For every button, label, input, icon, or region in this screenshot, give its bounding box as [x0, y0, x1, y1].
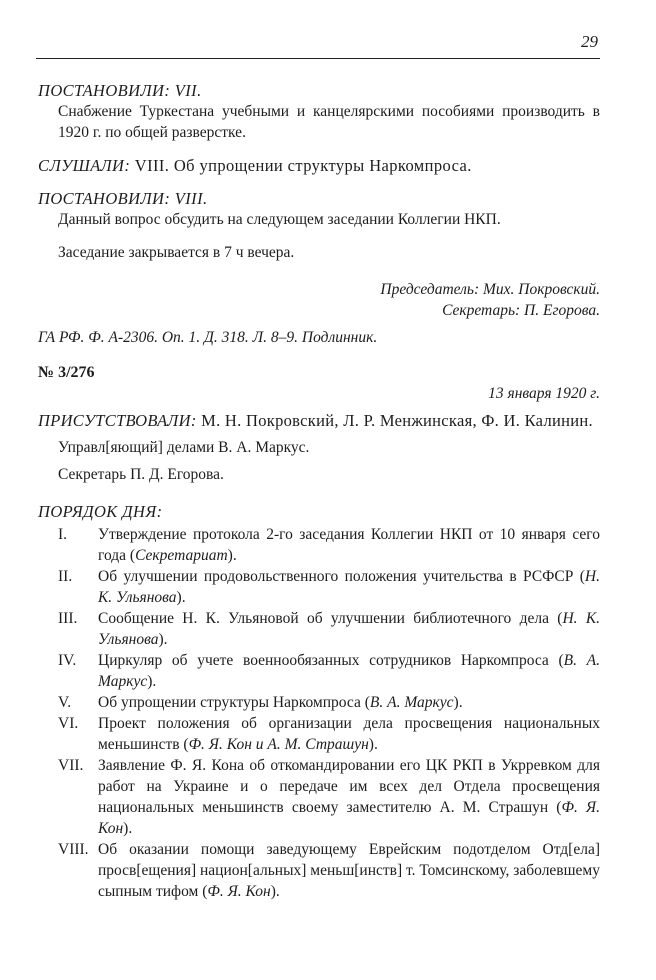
agenda-item-end: ). [453, 694, 463, 711]
agenda-item-rapporteur: Н. К. Ульянова [98, 610, 600, 648]
agenda-item-rapporteur: Ф. Я. Кон [207, 883, 271, 900]
agenda-item [38, 755, 600, 839]
agenda-item-text [98, 692, 600, 713]
agenda-item-number: I. [58, 526, 68, 543]
agenda-item-text [98, 566, 600, 608]
agenda-item-end: ). [158, 631, 168, 648]
agenda-item-rapporteur: Н. К. Ульянова [98, 568, 600, 606]
resolved-8-label: ПОСТАНОВИЛИ: [38, 189, 171, 208]
agenda-item-rapporteur: В. А. Маркус [369, 694, 454, 711]
agenda-item-rapporteur: Секретариат [135, 547, 228, 564]
agenda-label: ПОРЯДОК ДНЯ: [38, 502, 163, 521]
attendees-names: М. Н. Покровский, Л. Р. Менжинская, Ф. И. Калинин. [201, 411, 593, 430]
agenda-item-text [98, 608, 600, 650]
agenda-item-number: III. [58, 610, 78, 627]
agenda-item [38, 650, 600, 692]
header-rule [36, 58, 600, 59]
agenda-item [38, 566, 600, 608]
heard-8-label: СЛУШАЛИ: [38, 156, 131, 175]
agenda-item-end: ). [147, 673, 157, 690]
agenda-item-body: Циркуляр об учете военнообязанных сотрудников Наркомпроса ( [98, 652, 564, 669]
agenda-heading [38, 501, 600, 522]
agenda-item-number: IV. [58, 652, 77, 669]
agenda-item-end: ). [227, 547, 237, 564]
agenda-item-number: II. [58, 568, 73, 585]
agenda-item-text [98, 650, 600, 692]
agenda-item-body: Сообщение Н. К. Ульяновой об улучшении библиотечного дела ( [98, 610, 563, 627]
agenda-item-rapporteur: В. А. Маркус [98, 652, 601, 690]
agenda-item-number: VII. [58, 757, 84, 774]
chair-signature: Председатель: Мих. Покровский. [380, 281, 600, 298]
resolved-8-number: VIII. [174, 189, 208, 208]
meeting-secretary: Секретарь П. Д. Егорова. [58, 466, 224, 483]
agenda-item-body: Утверждение протокола 2-го заседания Коллегии НКП от 10 января сего года ( [98, 526, 600, 564]
heard-8-text: VIII. Об упрощении структуры Наркомпроса. [134, 156, 472, 175]
agenda-item-number: VI. [58, 715, 79, 732]
agenda-item-body: Об упрощении структуры Наркомпроса ( [98, 694, 370, 711]
agenda-item-rapporteur: Ф. Я. Кон [98, 799, 600, 837]
document-body [38, 80, 600, 902]
page-number: 29 [581, 32, 598, 51]
agenda-item-end: ). [176, 589, 186, 606]
business-manager: Управл[яющий] делами В. А. Маркус. [58, 439, 310, 456]
agenda-item [38, 608, 600, 650]
resolved-8-heading [38, 188, 600, 209]
resolved-7-heading [38, 80, 600, 101]
document-number: № 3/276 [38, 364, 95, 381]
agenda-item [38, 524, 600, 566]
agenda-item-number: VIII. [58, 841, 89, 858]
agenda-item-text [98, 713, 600, 755]
agenda-item-number: V. [58, 694, 72, 711]
agenda-item [38, 692, 600, 713]
agenda-list [38, 524, 600, 902]
secretary-signature: Секретарь: П. Егорова. [442, 302, 600, 319]
archive-reference: ГА РФ. Ф. А-2306. Оп. 1. Д. 318. Л. 8–9. Подлинник. [38, 329, 378, 346]
agenda-item-body: Об оказании помощи заведующему Еврейским подотделом Отд[ела] просв[ещения] национ[альных] меньш[инств] т. Томсинскому, заболевшему сыпным тифом ( [98, 841, 600, 900]
agenda-item-text [98, 524, 600, 566]
closing-text: Заседание закрывается в 7 ч вечера. [58, 244, 295, 261]
resolved-7-text: Снабжение Туркестана учебными и канцелярскими пособиями производить в 1920 г. по общей разверстке. [58, 103, 600, 141]
agenda-item-text [98, 839, 600, 902]
resolved-8-text: Данный вопрос обсудить на следующем заседании Коллегии НКП. [58, 211, 501, 228]
agenda-item-rapporteur: Ф. Я. Кон и А. М. Страшун [188, 736, 369, 753]
agenda-item-text [98, 755, 600, 839]
attendees-label: ПРИСУТСТВОВАЛИ: [38, 411, 197, 430]
document-date: 13 января 1920 г. [488, 385, 600, 402]
agenda-item-end: ). [270, 883, 280, 900]
agenda-item-end: ). [123, 820, 133, 837]
agenda-item [38, 839, 600, 902]
resolved-7-label: ПОСТАНОВИЛИ: [38, 81, 171, 100]
agenda-item-body: Заявление Ф. Я. Кона об откомандировании его ЦК РКП в Укрревком для работ на Украине и о передаче им всех дел Отдела просвещения национальных меньшинств своему заместителю А. М. Страшун ( [98, 757, 600, 816]
agenda-item-end: ). [368, 736, 378, 753]
agenda-item-body: Об улучшении продовольственного положения учительства в РСФСР ( [98, 568, 585, 585]
agenda-item [38, 713, 600, 755]
resolved-7-number: VII. [174, 81, 202, 100]
attendees-line [38, 410, 600, 431]
agenda-item-body: Проект положения об организации дела просвещения национальных меньшинств ( [98, 715, 600, 753]
heard-8-heading [38, 155, 600, 176]
